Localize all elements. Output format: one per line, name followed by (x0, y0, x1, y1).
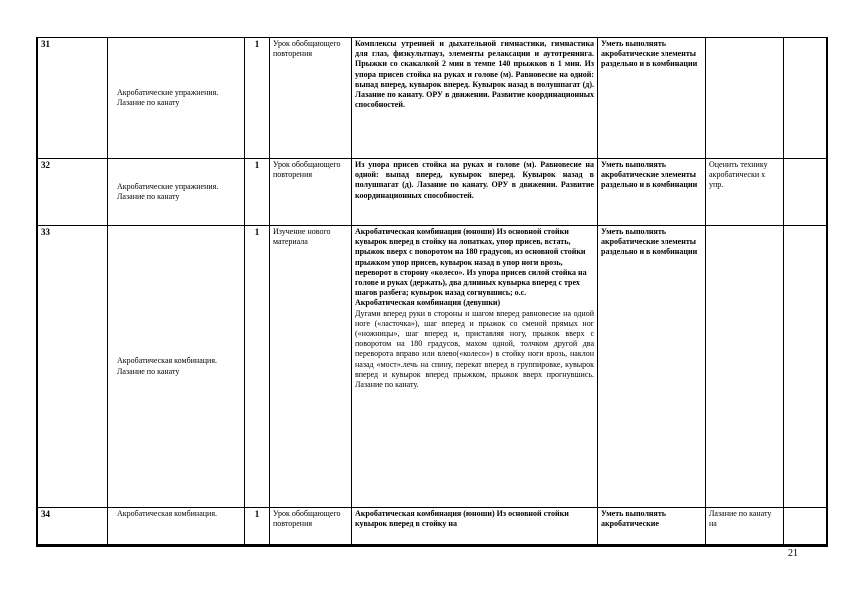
lesson-extra-cell (784, 226, 827, 508)
lesson-skills: Уметь выполнять акробатические элементы раздельно и в комбинации (598, 38, 706, 159)
lesson-theme (108, 38, 245, 159)
lesson-extra-cell (784, 159, 827, 226)
lesson-theme (108, 226, 245, 508)
lesson-theme-text: Акробатическая комбинация. (117, 509, 217, 518)
lesson-control: Оценить технику акробатически х упр. (706, 159, 784, 226)
table-row (37, 159, 827, 226)
lesson-hours: 1 (245, 226, 270, 508)
table-row (37, 38, 827, 159)
lesson-theme-text: Акробатические упражнения. Лазание по канату (117, 87, 219, 107)
lesson-control: Лазание по канату на (706, 508, 784, 545)
lesson-theme (108, 159, 245, 226)
lesson-hours: 1 (245, 159, 270, 226)
lesson-content-boys: Акробатическая комбинация (юноши) Из основной стойки кувырок вперед в стойку на лопатках, упор присев, встать, прыжок вверх с поворотом на 180 градусов, из основной стойки прыжком упор присев, кувырок назад в упор ноги врозь, переворот в сторону «колесо». Из упора присев силой стойка на голове и руках (держать), два длинных кувырка вперед с трех шагов разбега; кувырок назад согнувшись; о.с. (355, 227, 587, 298)
lesson-type: Урок обобщающего повторения (270, 159, 352, 226)
lesson-content-girls-title: Акробатическая комбинация (девушки) (355, 298, 501, 308)
lesson-content: Акробатическая комбинация (юноши) Из основной стойки кувырок вперед в стойку на (352, 508, 598, 545)
lesson-type: Урок обобщающего повторения (270, 508, 352, 545)
table-row (37, 508, 827, 545)
page-number: 21 (788, 548, 798, 559)
lesson-extra-cell (784, 508, 827, 545)
table-row (37, 226, 827, 508)
lesson-content-girls: Дугами вперед руки в стороны и шагом вперед равновесие на одной ноге («ласточка»), шаг вперед и прыжок со сменой прямых ног («ножницы», шаг вперед и, приставляя ногу, прыжок вверх с поворотом на 180 градусов, махом одной, толчком другой два переворота вправо или влево(«колесо») в стойку ноги врозь, наклон назад «мост».лечь на спину, перекат вперед в группировке, кувырок вперед и кувырок вперед прыжком, прыжок вверх прогнувшись. Лазание по канату. (355, 308, 594, 390)
lesson-type: Урок обобщающего повторения (270, 38, 352, 159)
lesson-control (706, 38, 784, 159)
lesson-content: Из упора присев стойка на руках и голове (м). Равновесие на одной: выпад вперед, кувырок вперед. Кувырок назад в полушпагат (д). Лазание по канату. ОРУ в движении. Развитие координационных способностей. (352, 159, 598, 226)
lesson-control (706, 226, 784, 508)
lesson-plan-table (36, 37, 827, 545)
lesson-number: 32 (37, 159, 108, 226)
lesson-content (352, 226, 598, 508)
lesson-skills: Уметь выполнять акробатические элементы раздельно и в комбинации (598, 226, 706, 508)
lesson-skills: Уметь выполнять акробатические элементы раздельно и в комбинации (598, 159, 706, 226)
lesson-theme (108, 508, 245, 545)
lesson-hours: 1 (245, 508, 270, 545)
lesson-type: Изучение нового материала (270, 226, 352, 508)
lesson-theme-text: Акробатические упражнения. Лазание по канату (117, 181, 219, 201)
lesson-skills: Уметь выполнять акробатические (598, 508, 706, 545)
lesson-hours: 1 (245, 38, 270, 159)
lesson-theme-text: Акробатическая комбинация. Лазание по канату (117, 356, 217, 376)
lesson-number: 31 (37, 38, 108, 159)
lesson-number: 33 (37, 226, 108, 508)
lesson-number: 34 (37, 508, 108, 545)
lesson-extra-cell (784, 38, 827, 159)
lesson-content: Комплексы утренней и дыхательной гимнастики, гимнастика для глаз, физкультпауз, элементы релаксации и аутотренинга. Прыжки со скакалкой 2 мин в темпе 140 прыжков в 1 мин. Из упора присев стойка на руках и голове (м). Равновесие на одной: выпад вперед, кувырок вперед. Кувырок назад в полушпагат (д). Лазание по канату. ОРУ в движении. Развитие координационных способностей. (352, 38, 598, 159)
